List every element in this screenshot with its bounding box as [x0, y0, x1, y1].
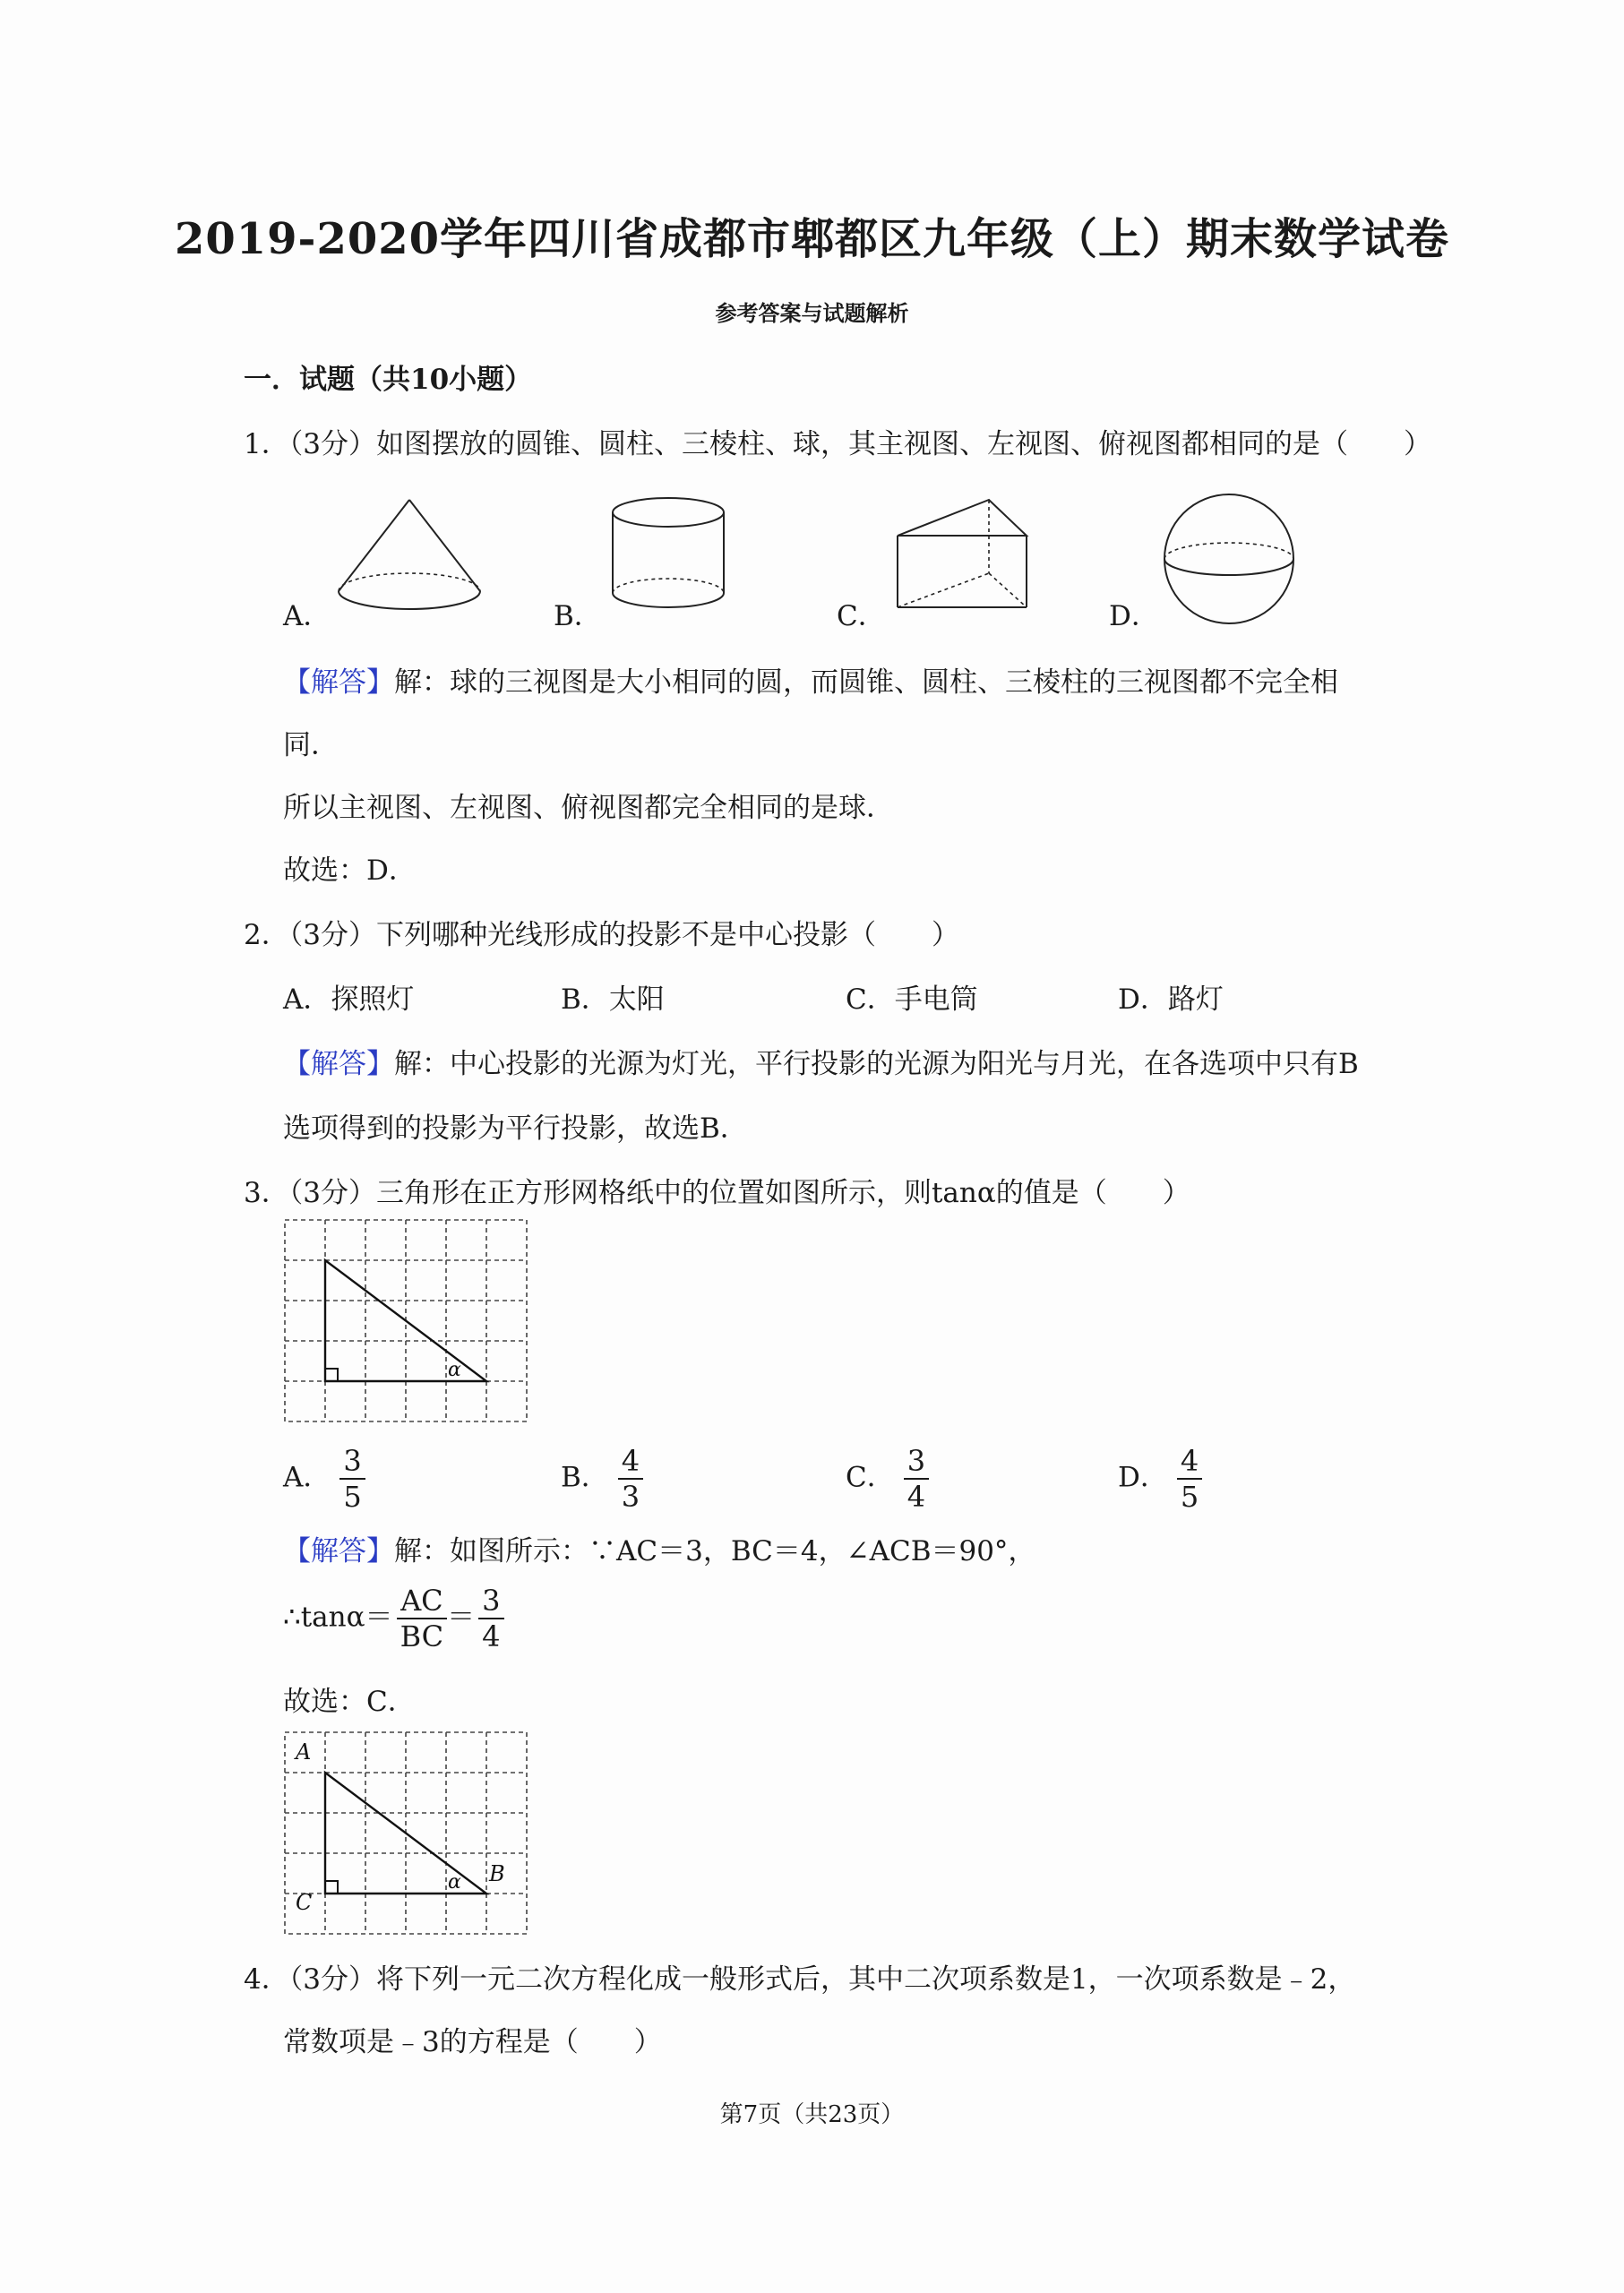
q2-option-d: D．路灯: [1118, 983, 1224, 1016]
q3-option-c: [846, 1444, 929, 1514]
q1-answer-line3: 所以主视图、左视图、俯视图都完全相同的是球．: [283, 792, 894, 824]
q1-answer-tag: 【解答】: [283, 666, 394, 699]
q3-solution-figure: [283, 1730, 530, 1937]
q2-stem: 2．（3分）下列哪种光线形成的投影不是中心投影（ ）: [244, 919, 959, 951]
q1-answer-line4: 故选：D．: [283, 855, 417, 887]
q1-option-b-label: B．: [554, 600, 602, 632]
q4-stem-line2: 常数项是﹣3的方程是（ ）: [283, 2026, 662, 2058]
sphere-icon: [1161, 491, 1297, 627]
q1-answer-line2: 同．: [283, 729, 339, 761]
cylinder-icon: [606, 493, 731, 618]
q3-answer-line1: [283, 1528, 1035, 1568]
page-title: 2019-2020学年四川省成都市郫都区九年级（上）期末数学试卷: [174, 214, 1450, 264]
q3-answer-frac-ac-bc: [397, 1584, 448, 1653]
section-heading: 一．试题（共10小题）: [244, 364, 533, 396]
q3-stem: 3．（3分）三角形在正方形网格纸中的位置如图所示，则tanα的值是（ ）: [244, 1177, 1190, 1209]
q3-frac-3: 3: [478, 1584, 503, 1619]
q3-fig-label-c: C: [296, 1890, 313, 1915]
page-footer: 第7页（共23页）: [719, 2101, 905, 2128]
q3-option-d-den: 5: [1180, 1480, 1199, 1514]
q1-option-c-label: C．: [837, 600, 886, 632]
q3-grid-alpha: α: [448, 1359, 461, 1381]
q3-option-c-fraction: [904, 1444, 929, 1514]
q3-answer-tag: 【解答】: [283, 1535, 394, 1567]
q3-answer-line2: [283, 1584, 504, 1653]
q3-option-d-fraction: [1177, 1444, 1202, 1514]
q3-option-d-label: D．: [1118, 1461, 1168, 1494]
q2-option-c: C．手电筒: [846, 983, 978, 1016]
q3-option-d-num: 4: [1177, 1444, 1202, 1480]
q3-grid-figure: [283, 1218, 530, 1424]
q2-answer-tag: 【解答】: [283, 1048, 394, 1080]
q3-option-a: [283, 1444, 365, 1514]
triangular-prism-icon: [890, 493, 1034, 618]
q3-answer-text: 解：如图所示：∵AC＝3，BC＝4，∠ACB＝90°，: [394, 1535, 1036, 1567]
q1-option-d-label: D．: [1109, 600, 1159, 632]
q3-option-b: [561, 1444, 643, 1514]
q1-option-a-label: A．: [283, 600, 331, 632]
q2-answer-line2: 选项得到的投影为平行投影，故选B．: [283, 1112, 748, 1145]
q3-option-a-fraction: [339, 1444, 365, 1514]
q3-answer-eq: ＝: [447, 1601, 476, 1634]
q3-option-b-fraction: [618, 1444, 643, 1514]
q3-fig-label-b: B: [489, 1861, 505, 1886]
q2-option-a: A．探照灯: [283, 983, 415, 1016]
q3-option-b-label: B．: [561, 1461, 609, 1494]
q3-fig-label-alpha: α: [448, 1871, 461, 1894]
q3-option-a-num: 3: [339, 1444, 365, 1480]
q3-option-c-label: C．: [846, 1461, 895, 1494]
q1-answer-line1: [283, 659, 1338, 700]
q3-frac-ac: AC: [397, 1584, 447, 1619]
q2-answer-line1: [283, 1041, 1359, 1081]
q2-option-b: B．太阳: [561, 983, 665, 1016]
q3-option-a-den: 5: [343, 1480, 362, 1514]
q3-option-b-num: 4: [618, 1444, 643, 1480]
q2-answer-text: 解：中心投影的光源为灯光，平行投影的光源为阳光与月光，在各选项中只有B: [394, 1048, 1359, 1080]
q1-stem: 1．（3分）如图摆放的圆锥、圆柱、三棱柱、球，其主视图、左视图、俯视图都相同的是（ ）: [244, 428, 1431, 460]
q3-answer-frac-value: [478, 1584, 503, 1653]
q3-tan-prefix: ∴tanα＝: [283, 1601, 393, 1634]
q4-stem: 4．（3分）将下列一元二次方程化成一般形式后，其中二次项系数是1，一次项系数是﹣2，: [244, 1963, 1356, 1996]
q3-option-a-label: A．: [283, 1461, 331, 1494]
q3-frac-bc: BC: [400, 1619, 444, 1653]
cone-icon: [333, 493, 485, 618]
q3-answer-line3: 故选：C．: [283, 1686, 416, 1718]
q3-option-c-den: 4: [907, 1480, 926, 1514]
q3-option-c-num: 3: [904, 1444, 929, 1480]
q3-option-d: [1118, 1444, 1202, 1514]
page-subtitle: 参考答案与试题解析: [715, 300, 909, 326]
q3-option-b-den: 3: [621, 1480, 640, 1514]
q3-frac-4: 4: [482, 1619, 501, 1653]
q1-answer-text: 解：球的三视图是大小相同的圆，而圆锥、圆柱、三棱柱的三视图都不完全相: [394, 666, 1338, 699]
q3-fig-label-a: A: [296, 1739, 312, 1765]
